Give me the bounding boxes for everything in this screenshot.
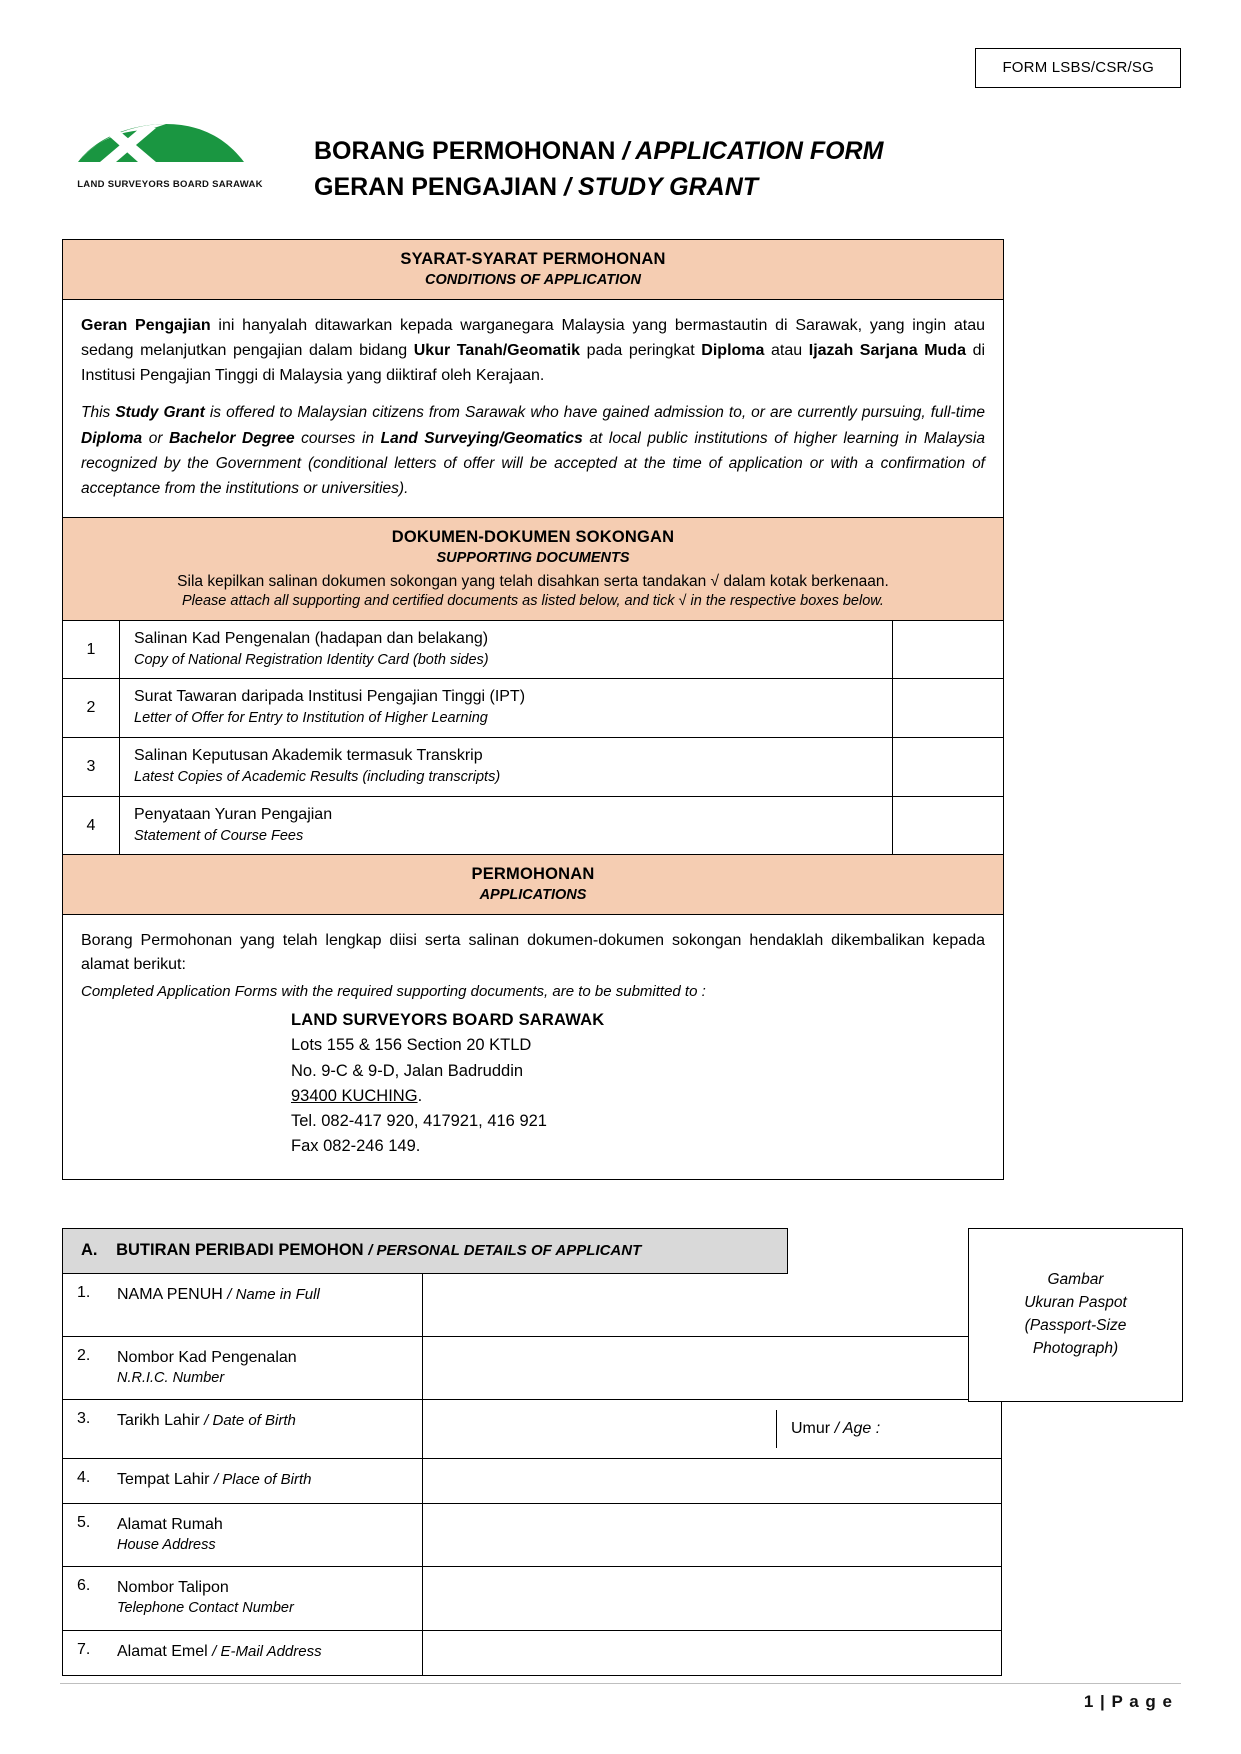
age-label-en: / Age : <box>834 1420 881 1438</box>
conditions-paragraph-my: Geran Pengajian ini hanyalah ditawarkan kepada warganegara Malaysia yang bermastautin di Sarawak, yang ingin atau sedang melanjutkan pengajian dalam bidang Ukur Tanah/Geomatik pada peringkat Diploma atau Ijazah Sarjana Muda di Institusi Pengajian Tinggi di Malaysia yang diiktiraf oleh Kerajaan. <box>81 317 986 384</box>
passport-photo-placeholder[interactable] <box>968 1228 1183 1402</box>
address-line-3-wrap <box>291 1084 985 1109</box>
photo-line-3: (Passport-Size <box>1024 1316 1127 1334</box>
documents-instruction-en: Please attach all supporting and certified documents as listed below, and tick √ in the respective boxes below. <box>182 592 884 609</box>
address-line-1: Lots 155 & 156 Section 20 KTLD <box>291 1036 532 1055</box>
document-item-label-my: Surat Tawaran daripada Institusi Pengajian Tinggi (IPT) <box>134 688 526 706</box>
conditions-band-title-my: SYARAT-SYARAT PERMOHONAN <box>400 250 666 268</box>
document-item-text <box>120 621 892 679</box>
documents-list <box>63 621 1003 856</box>
field-number: 6. <box>77 1577 91 1595</box>
documents-band-title-en: SUPPORTING DOCUMENTS <box>436 549 630 566</box>
submission-address <box>291 1008 985 1158</box>
document-item-label-my: Penyataan Yuran Pengajian <box>134 805 333 823</box>
document-item-tick-box[interactable] <box>892 679 1003 737</box>
applications-band <box>63 855 1003 915</box>
field-label-my: Nombor Kad Pengenalan <box>117 1348 297 1366</box>
field-label-my: Tempat Lahir <box>117 1471 214 1489</box>
footer-divider <box>60 1683 1181 1684</box>
document-item-text <box>120 797 892 855</box>
document-item-text <box>120 738 892 796</box>
field-label-pob <box>63 1459 423 1503</box>
title-line-2 <box>314 170 883 206</box>
document-item-label-en: Letter of Offer for Entry to Institution of Higher Learning <box>134 710 488 727</box>
documents-instruction-my: Sila kepilkan salinan dokumen sokongan yang telah disahkan serta tandakan √ dalam kotak berkenaan. <box>177 572 889 590</box>
field-input-address[interactable] <box>423 1504 1001 1566</box>
applications-band-title-en: APPLICATIONS <box>479 887 587 904</box>
field-row-address <box>62 1504 1002 1567</box>
address-fax: Fax 082-246 149. <box>291 1136 421 1155</box>
address-city-suffix: . <box>417 1086 423 1105</box>
field-row-nric <box>62 1337 1002 1400</box>
field-label-my: Tarikh Lahir <box>117 1412 205 1430</box>
applications-paragraph-en: Completed Application Forms with the required supporting documents, are to be submitted to : <box>81 983 706 1001</box>
age-label-my: Umur <box>791 1420 835 1438</box>
conditions-body <box>63 300 1003 518</box>
field-label-my-italic: / E-Mail Address <box>212 1642 322 1660</box>
section-a-letter: A. <box>81 1240 98 1259</box>
field-label-my-italic: / Place of Birth <box>213 1471 312 1489</box>
field-number: 4. <box>77 1469 91 1487</box>
land-surveyors-board-logo-icon <box>70 122 252 178</box>
section-a-wrapper <box>60 1228 1181 1676</box>
title-line-1 <box>314 134 883 170</box>
field-label-email <box>63 1631 423 1675</box>
field-row-pob <box>62 1459 1002 1504</box>
document-item-row <box>63 797 1003 856</box>
document-item-text <box>120 679 892 737</box>
field-row-name <box>62 1274 1002 1337</box>
photo-line-1: Gambar <box>1047 1270 1104 1288</box>
document-item-row <box>63 738 1003 797</box>
address-organization: LAND SURVEYORS BOARD SARAWAK <box>291 1011 605 1030</box>
field-label-my: NAMA PENUH <box>117 1285 228 1303</box>
applications-band-title-my: PERMOHONAN <box>471 865 595 884</box>
field-number: 7. <box>77 1640 91 1658</box>
field-input-pob[interactable] <box>423 1459 1001 1503</box>
photo-line-4: Photograph) <box>1032 1339 1119 1357</box>
field-input-email[interactable] <box>423 1631 1001 1675</box>
field-input-nric[interactable] <box>423 1337 1001 1399</box>
document-item-number: 4 <box>63 797 120 855</box>
address-line-2: No. 9-C & 9-D, Jalan Badruddin <box>291 1061 524 1080</box>
document-item-number: 3 <box>63 738 120 796</box>
field-label-my-italic: / Date of Birth <box>204 1412 296 1430</box>
conditions-band <box>63 240 1003 300</box>
title-line-1-bold: BORANG PERMOHONAN <box>314 137 623 165</box>
document-item-label-my: Salinan Kad Pengenalan (hadapan dan belakang) <box>134 629 489 647</box>
field-label-telephone <box>63 1567 423 1629</box>
document-item-tick-box[interactable] <box>892 621 1003 679</box>
document-header <box>60 118 1181 205</box>
photo-line-2: Ukuran Paspot <box>1024 1293 1127 1311</box>
document-item-label-en: Latest Copies of Academic Results (including transcripts) <box>134 768 501 785</box>
section-a-header <box>62 1228 788 1274</box>
title-block <box>314 118 883 205</box>
field-label-my: Nombor Talipon <box>117 1579 229 1597</box>
section-a-table <box>62 1228 1002 1676</box>
field-label-en: House Address <box>117 1537 216 1554</box>
form-code-row <box>60 48 1181 88</box>
section-a-title-en: / PERSONAL DETAILS OF APPLICANT <box>368 1241 642 1259</box>
field-input-telephone[interactable] <box>423 1567 1001 1629</box>
field-label-en: Telephone Contact Number <box>117 1600 294 1617</box>
field-label-my: Alamat Rumah <box>117 1516 223 1534</box>
applications-body <box>63 915 1003 1178</box>
address-city: 93400 KUCHING <box>291 1086 418 1105</box>
field-label-name <box>63 1274 423 1336</box>
conditions-table <box>62 239 1004 1180</box>
conditions-paragraph-en: This Study Grant is offered to Malaysian citizens from Sarawak who have gained admission to, or are currently pursuing, full-time Diploma or Bachelor Degree courses in Land Surveying/Geomatics at local public institutions of higher learning in Malaysia recognized by the Government (conditional letters of offer will be accepted at the time of application or with a confirmation of acceptance from the institutions or universities). <box>81 404 986 497</box>
address-telephone: Tel. 082-417 920, 417921, 416 921 <box>291 1111 547 1130</box>
field-age[interactable] <box>776 1410 991 1448</box>
field-label-my: Alamat Emel <box>117 1642 213 1660</box>
document-item-label-my: Salinan Keputusan Akademik termasuk Transkrip <box>134 747 483 765</box>
field-label-dob <box>63 1400 423 1458</box>
logo-caption: LAND SURVEYORS BOARD SARAWAK <box>77 179 263 190</box>
document-item-row <box>63 679 1003 738</box>
document-item-label-en: Copy of National Registration Identity Card (both sides) <box>134 651 489 668</box>
logo-block <box>70 118 270 190</box>
document-item-tick-box[interactable] <box>892 797 1003 855</box>
document-item-number: 1 <box>63 621 120 679</box>
title-line-2-italic: / STUDY GRANT <box>564 172 759 201</box>
page-footer <box>60 1683 1181 1712</box>
field-number: 1. <box>77 1283 91 1301</box>
form-code-box: FORM LSBS/CSR/SG <box>975 48 1181 88</box>
field-label-address <box>63 1504 423 1566</box>
field-input-dob-and-age <box>423 1400 1001 1458</box>
title-line-2-bold: GERAN PENGAJIAN <box>314 172 565 201</box>
field-number: 5. <box>77 1514 91 1532</box>
field-number: 3. <box>77 1410 91 1428</box>
field-input-dob[interactable] <box>433 1410 776 1448</box>
documents-band-title-my: DOKUMEN-DOKUMEN SOKONGAN <box>391 527 675 546</box>
document-item-tick-box[interactable] <box>892 738 1003 796</box>
field-row-dob <box>62 1400 1002 1459</box>
documents-band <box>63 518 1003 621</box>
document-item-number: 2 <box>63 679 120 737</box>
document-item-row <box>63 621 1003 680</box>
section-a-title-my: BUTIRAN PERIBADI PEMOHON <box>116 1240 369 1259</box>
field-label-nric <box>63 1337 423 1399</box>
applications-paragraph-my: Borang Permohonan yang telah lengkap diisi serta salinan dokumen-dokumen sokongan hendaklah dikembalikan kepada alamat berikut: <box>81 932 985 974</box>
conditions-band-title-en: CONDITIONS OF APPLICATION <box>425 272 641 288</box>
field-row-telephone <box>62 1567 1002 1630</box>
field-number: 2. <box>77 1346 91 1364</box>
page-number: 1 | P a g e <box>1083 1692 1173 1711</box>
document-item-label-en: Statement of Course Fees <box>134 827 304 844</box>
title-line-1-italic: / APPLICATION FORM <box>622 137 884 165</box>
field-label-en: N.R.I.C. Number <box>117 1369 225 1386</box>
field-input-name[interactable] <box>423 1274 1001 1336</box>
field-row-email <box>62 1631 1002 1676</box>
field-label-my-italic: / Name in Full <box>227 1285 320 1303</box>
